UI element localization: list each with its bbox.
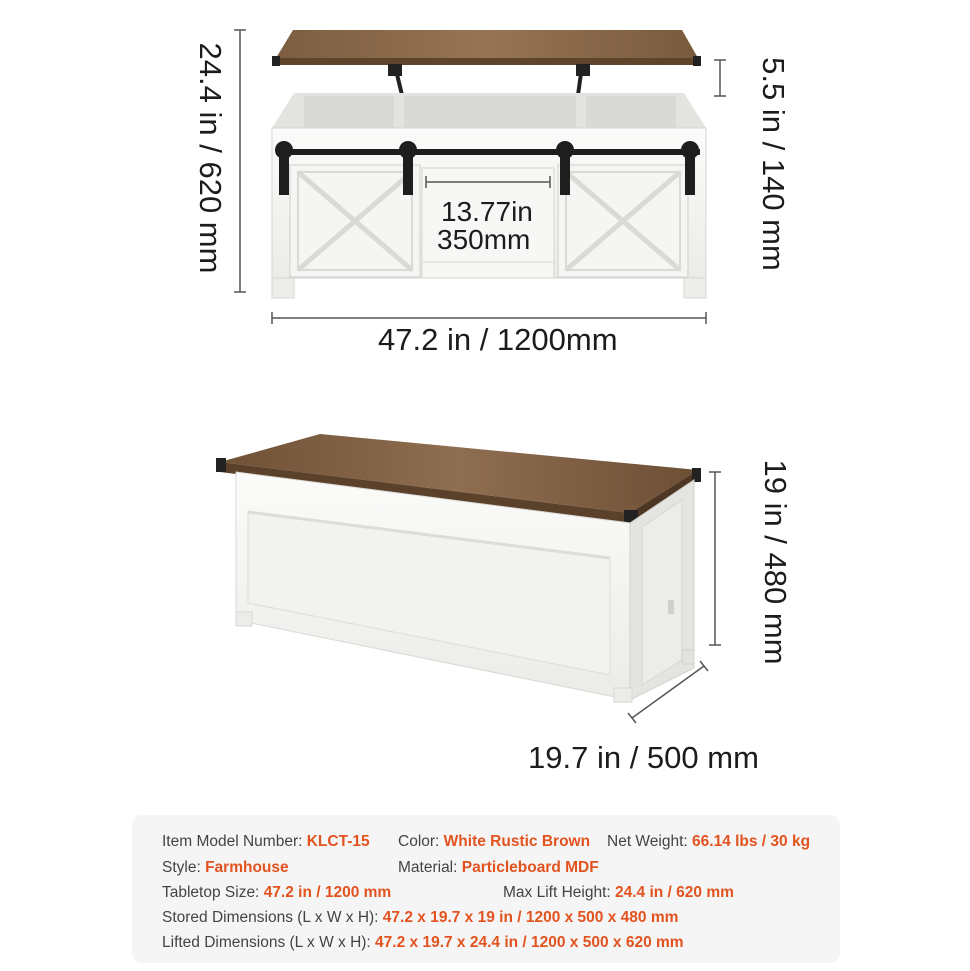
spec-material-label: Material: — [398, 859, 458, 876]
spec-material-value: Particleboard MDF — [461, 859, 599, 876]
spec-tabletop-label: Tabletop Size: — [162, 884, 260, 901]
stored-table-illustration — [216, 434, 701, 702]
spec-lifted-label: Lifted Dimensions (L x W x H): — [162, 934, 371, 951]
spec-model — [162, 833, 370, 851]
spec-material — [398, 859, 599, 877]
spec-stored-value: 47.2 x 19.7 x 19 in / 1200 x 500 x 480 mm — [382, 909, 679, 926]
spec-tabletop-value: 47.2 in / 1200 mm — [263, 884, 392, 901]
spec-stored-label: Stored Dimensions (L x W x H): — [162, 909, 379, 926]
spec-style-label: Style: — [162, 859, 201, 876]
spec-stored-dims — [162, 909, 678, 927]
spec-style-value: Farmhouse — [205, 859, 289, 876]
spec-tabletop — [162, 884, 391, 902]
spec-lifted-value: 47.2 x 19.7 x 24.4 in / 1200 x 500 x 620 mm — [375, 934, 684, 951]
opening-width-mm-label: 350mm — [437, 224, 531, 255]
spec-maxlift-value: 24.4 in / 620 mm — [615, 884, 734, 901]
spec-color-value: White Rustic Brown — [443, 833, 591, 850]
lift-mechanism — [390, 66, 588, 95]
opening-width-in-label: 13.77in — [441, 196, 533, 227]
depth-label: 19.7 in / 500 mm — [528, 740, 759, 775]
stored-height-label: 19 in / 480 mm — [758, 459, 793, 665]
spec-maxlift — [503, 884, 734, 902]
spec-model-value: KLCT-15 — [306, 833, 370, 850]
spec-model-label: Item Model Number: — [162, 833, 303, 850]
lifted-tabletop — [272, 30, 701, 66]
spec-color — [398, 833, 590, 851]
spec-weight-label: Net Weight: — [607, 833, 688, 850]
spec-weight-value: 66.14 lbs / 30 kg — [692, 833, 811, 850]
spec-lifted-dims — [162, 934, 684, 952]
width-label: 47.2 in / 1200mm — [378, 322, 618, 357]
spec-maxlift-label: Max Lift Height: — [503, 884, 611, 901]
spec-style — [162, 859, 289, 877]
lift-height-label: 5.5 in / 140 mm — [756, 57, 791, 271]
spec-color-label: Color: — [398, 833, 440, 850]
spec-weight — [607, 833, 810, 851]
lifted-height-label: 24.4 in / 620 mm — [193, 42, 228, 274]
